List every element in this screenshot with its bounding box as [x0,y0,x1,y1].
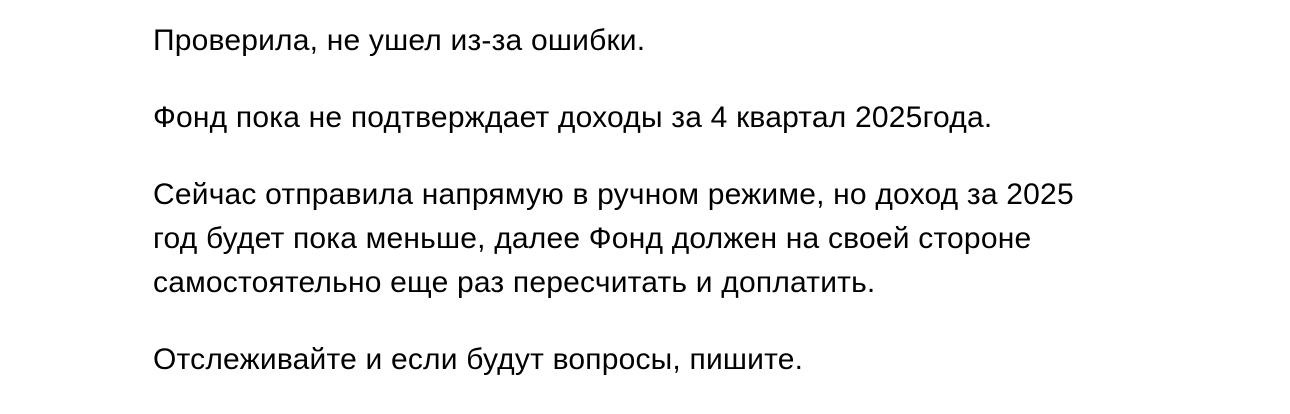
text-line: год будет пока меньше, далее Фонд должен на своей стороне [153,222,1032,255]
text-line: Отслеживайте и если будут вопросы, пишите. [153,343,804,376]
paragraph [153,173,1210,305]
paragraph [153,96,1210,140]
paragraph [153,19,1210,63]
text-line: Фонд пока не подтверждает доходы за 4 квартал 2025года. [153,101,993,134]
text-line: Проверила, не ушел из-за ошибки. [153,24,646,57]
text-line: самостоятельно еще раз пересчитать и доплатить. [153,266,876,299]
text-line: Сейчас отправила напрямую в ручном режиме, но доход за 2025 [153,178,1074,211]
paragraph [153,338,1210,382]
